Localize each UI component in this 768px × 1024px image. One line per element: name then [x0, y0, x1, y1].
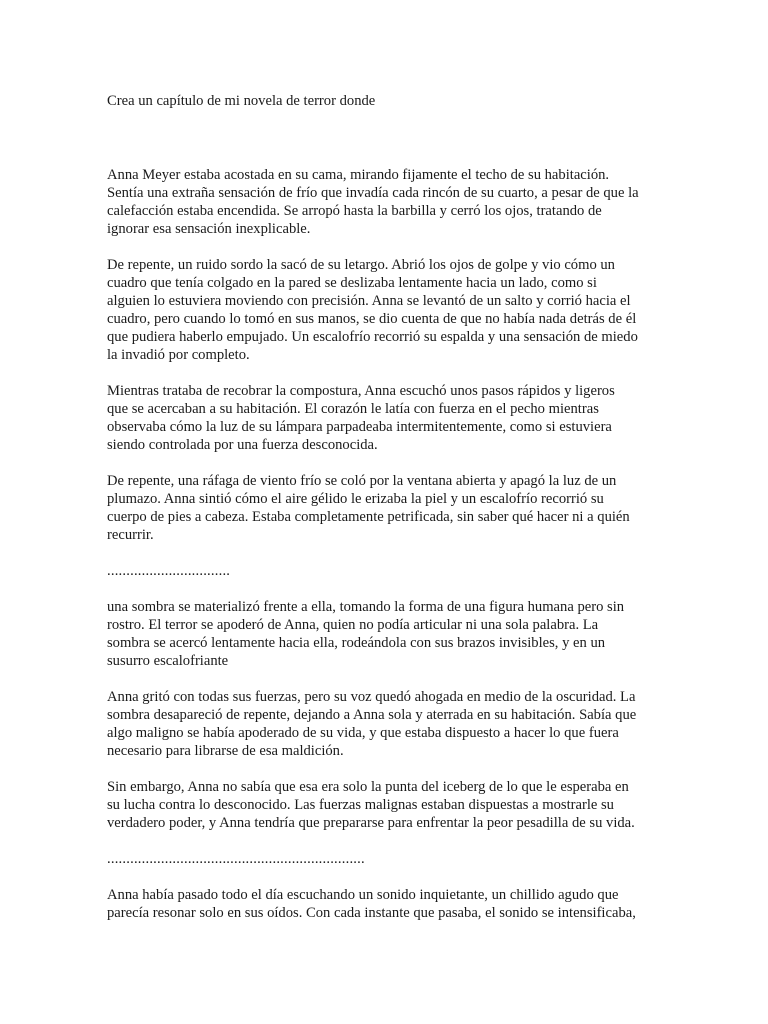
paragraph-2: De repente, un ruido sordo la sacó de su letargo. Abrió los ojos de golpe y vio cómo un cuadro que tenía colgado en la pared se deslizaba lentamente hacia un lado, como si alguien lo estuviera moviendo con precisión. Anna se levantó de un salto y corrió hacia el cuadro, pero cuando lo tomó en sus manos, se dio cuenta de que no había nada detrás de él que pudiera haberlo empujado. Un escalofrío recorrió su espalda y una sensación de miedo la invadió por completo.: [107, 257, 638, 363]
paragraph-4: De repente, una ráfaga de viento frío se coló por la ventana abierta y apagó la luz de un plumazo. Anna sintió cómo el aire gélido le erizaba la piel y un escalofrío recorrió su cuerpo de pies a cabeza. Estaba completamente petrificada, sin saber qué hacer ni a quién recurrir.: [107, 473, 630, 543]
document-body: [107, 166, 639, 940]
document-title: Crea un capítulo de mi novela de terror donde: [107, 93, 376, 109]
paragraph-6: Anna gritó con todas sus fuerzas, pero su voz quedó ahogada en medio de la oscuridad. La sombra desapareció de repente, dejando a Anna sola y aterrada en su habitación. Sabía que algo maligno se había apoderado de su vida, y que estaba dispuesto a hacer lo que fuera necesario para librarse de esa maldición.: [107, 689, 637, 759]
paragraph-1: Anna Meyer estaba acostada en su cama, mirando fijamente el techo de su habitación. Sentía una extraña sensación de frío que invadía cada rincón de su cuarto, a pesar de que la calefacción estaba encendida. Se arropó hasta la barbilla y cerró los ojos, tratando de ignorar esa sensación inexplicable.: [107, 167, 639, 237]
paragraph-8: Anna había pasado todo el día escuchando un sonido inquietante, un chillido agudo que parecía resonar solo en sus oídos. Con cada instante que pasaba, el sonido se intensificaba,: [107, 887, 636, 921]
paragraph-3: Mientras trataba de recobrar la compostura, Anna escuchó unos pasos rápidos y ligeros que se acercaban a su habitación. El corazón le latía con fuerza en el pecho mientras observaba cómo la luz de su lámpara parpadeaba intermitentemente, como si estuviera siendo controlada por una fuerza desconocida.: [107, 383, 615, 453]
paragraph-5: una sombra se materializó frente a ella, tomando la forma de una figura humana pero sin rostro. El terror se apoderó de Anna, quien no podía articular ni una sola palabra. La sombra se acercó lentamente hacia ella, rodeándola con sus brazos invisibles, y en un susurro escalofriante: [107, 599, 625, 669]
paragraph-7: Sin embargo, Anna no sabía que esa era solo la punta del iceberg de lo que le esperaba en su lucha contra lo desconocido. Las fuerzas malignas estaban dispuestas a mostrarle su verdadero poder, y Anna tendría que prepararse para enfrentar la peor pesadilla de su vida.: [107, 779, 635, 831]
section-separator-1: ................................: [107, 563, 231, 579]
section-separator-2: ...................................................................: [107, 851, 365, 867]
